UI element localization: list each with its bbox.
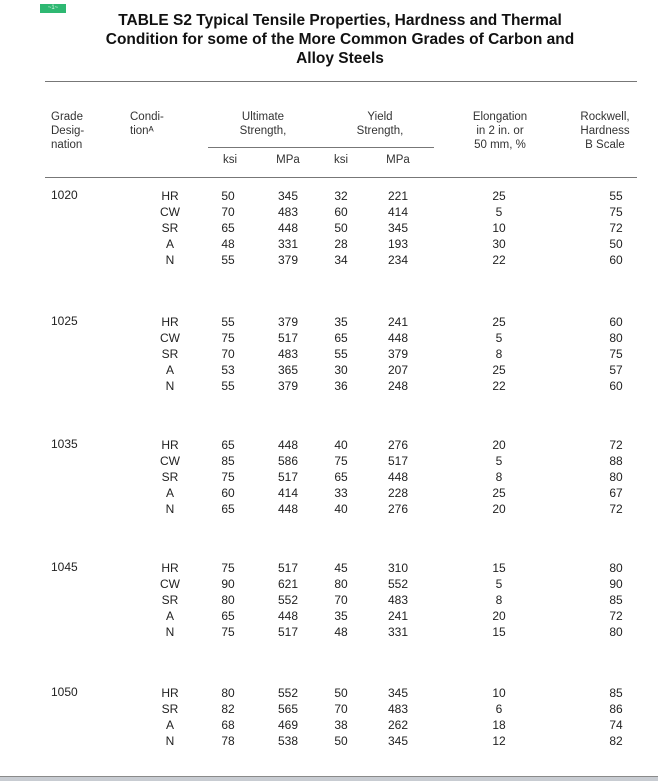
table-cell: 517 — [277, 625, 299, 639]
table-cell: 60 — [334, 205, 348, 219]
table-row — [0, 592, 658, 608]
table-cell: 55 — [221, 315, 235, 329]
table-cell: 36 — [334, 379, 348, 393]
grade-label: 1050 — [51, 685, 78, 699]
table-cell: 70 — [221, 205, 235, 219]
table-cell: 262 — [387, 718, 409, 732]
table-cell: 90 — [221, 577, 235, 591]
table-cell: SR — [161, 221, 179, 235]
table-cell: 20 — [492, 438, 506, 452]
header-line: Grade — [51, 111, 83, 123]
grade-label: 1025 — [51, 314, 78, 328]
grade-rows — [0, 685, 658, 749]
table-cell: 6 — [495, 702, 503, 716]
table-cell: 50 — [334, 221, 348, 235]
table-cell: 28 — [334, 237, 348, 251]
header-line: Desig- — [51, 125, 85, 137]
table-cell: 55 — [221, 253, 235, 267]
table-cell: 80 — [609, 331, 623, 345]
table-cell: 75 — [609, 347, 623, 361]
table-cell: 379 — [387, 347, 409, 361]
table-cell: A — [165, 486, 174, 500]
table-cell: 75 — [221, 625, 235, 639]
table-row — [0, 485, 658, 501]
table-cell: 469 — [277, 718, 299, 732]
table-cell: 74 — [609, 718, 623, 732]
table-cell: 72 — [609, 609, 623, 623]
table-cell: 65 — [221, 502, 235, 516]
table-row — [0, 624, 658, 640]
table-cell: 82 — [221, 702, 235, 716]
table-cell: 448 — [387, 470, 409, 484]
table-cell: 75 — [334, 454, 348, 468]
grade-rows — [0, 188, 658, 268]
table-cell: 20 — [492, 609, 506, 623]
table-cell: 88 — [609, 454, 623, 468]
table-cell: 57 — [609, 363, 623, 377]
header-grade — [51, 110, 84, 152]
table-cell: 8 — [495, 593, 503, 607]
table-cell: 65 — [221, 438, 235, 452]
table-cell: 10 — [492, 221, 506, 235]
table-cell: 90 — [609, 577, 623, 591]
table-cell: 10 — [492, 686, 506, 700]
header-line: Elongation — [472, 111, 528, 123]
header-line: in 2 in. or — [476, 125, 524, 137]
table-cell: 70 — [334, 593, 348, 607]
table-cell: 22 — [492, 379, 506, 393]
unit-yield-ksi: ksi — [333, 154, 349, 166]
table-cell: SR — [161, 702, 179, 716]
table-cell: 483 — [277, 205, 299, 219]
table-cell: 483 — [277, 347, 299, 361]
table-cell: 517 — [277, 470, 299, 484]
table-cell: 80 — [609, 470, 623, 484]
table-cell: 75 — [221, 331, 235, 345]
table-top-rule — [45, 81, 637, 82]
header-bottom-rule — [45, 177, 637, 178]
table-row — [0, 685, 658, 701]
unit-yield-mpa: MPa — [386, 154, 410, 166]
table-cell: 5 — [495, 205, 503, 219]
table-cell: SR — [161, 470, 179, 484]
table-cell: 414 — [277, 486, 299, 500]
table-cell: 8 — [495, 470, 503, 484]
table-cell: HR — [161, 315, 179, 329]
table-cell: 379 — [277, 253, 299, 267]
header-elongation — [450, 110, 550, 152]
table-cell: N — [165, 379, 175, 393]
table-cell: HR — [161, 189, 179, 203]
table-cell: N — [165, 625, 175, 639]
table-cell: 552 — [387, 577, 409, 591]
table-cell: 448 — [277, 438, 299, 452]
table-cell: 75 — [221, 561, 235, 575]
table-row — [0, 560, 658, 576]
table-cell: 241 — [387, 315, 409, 329]
table-cell: 25 — [492, 315, 506, 329]
table-cell: 221 — [387, 189, 409, 203]
table-cell: 310 — [387, 561, 409, 575]
table-cell: 65 — [334, 470, 348, 484]
table-cell: 80 — [221, 686, 235, 700]
table-cell: A — [165, 363, 174, 377]
table-cell: HR — [161, 686, 179, 700]
table-cell: N — [165, 253, 175, 267]
table-cell: 30 — [334, 363, 348, 377]
table-cell: 448 — [277, 502, 299, 516]
table-cell: 565 — [277, 702, 299, 716]
grade-label: 1020 — [51, 188, 78, 202]
grade-label: 1045 — [51, 560, 78, 574]
table-cell: 5 — [495, 577, 503, 591]
table-row — [0, 576, 658, 592]
table-row — [0, 469, 658, 485]
table-cell: 65 — [334, 331, 348, 345]
table-row — [0, 362, 658, 378]
table-title-line-2: Condition for some of the More Common Grades of Carbon and — [105, 31, 575, 48]
table-cell: 25 — [492, 363, 506, 377]
table-cell: A — [165, 718, 174, 732]
table-cell: 35 — [334, 609, 348, 623]
table-row — [0, 378, 658, 394]
table-row — [0, 701, 658, 717]
table-cell: 345 — [387, 734, 409, 748]
table-cell: CW — [160, 331, 180, 345]
table-cell: 55 — [609, 189, 623, 203]
table-cell: 8 — [495, 347, 503, 361]
table-cell: 72 — [609, 438, 623, 452]
table-cell: 15 — [492, 561, 506, 575]
table-cell: N — [165, 502, 175, 516]
table-row — [0, 204, 658, 220]
table-cell: 33 — [334, 486, 348, 500]
table-cell: 65 — [221, 609, 235, 623]
table-cell: 538 — [277, 734, 299, 748]
table-cell: 228 — [387, 486, 409, 500]
table-row — [0, 608, 658, 624]
table-cell: 5 — [495, 454, 503, 468]
table-cell: HR — [161, 438, 179, 452]
table-row — [0, 236, 658, 252]
header-line: 50 mm, % — [474, 139, 526, 151]
grade-rows — [0, 560, 658, 640]
table-cell: 60 — [609, 379, 623, 393]
table-cell: 25 — [492, 486, 506, 500]
table-cell: 331 — [277, 237, 299, 251]
table-cell: 345 — [387, 221, 409, 235]
table-cell: 78 — [221, 734, 235, 748]
table-cell: 80 — [609, 625, 623, 639]
table-title-line-1: TABLE S2 Typical Tensile Properties, Hardness and Thermal — [118, 12, 562, 29]
table-cell: 50 — [334, 734, 348, 748]
table-cell: 586 — [277, 454, 299, 468]
table-cell: 38 — [334, 718, 348, 732]
table-cell: 25 — [492, 189, 506, 203]
unit-ultimate-mpa: MPa — [276, 154, 300, 166]
table-title — [30, 11, 650, 68]
table-cell: 22 — [492, 253, 506, 267]
table-cell: 55 — [334, 347, 348, 361]
table-cell: 483 — [387, 702, 409, 716]
table-bottom-rule — [0, 776, 658, 781]
table-cell: 80 — [221, 593, 235, 607]
table-cell: 68 — [221, 718, 235, 732]
table-cell: 552 — [277, 686, 299, 700]
table-cell: 448 — [387, 331, 409, 345]
table-cell: 379 — [277, 315, 299, 329]
header-line: Strength, — [239, 125, 287, 137]
table-cell: 18 — [492, 718, 506, 732]
table-cell: 517 — [277, 331, 299, 345]
header-line: Ultimate — [241, 111, 285, 123]
table-cell: 80 — [609, 561, 623, 575]
table-row — [0, 733, 658, 749]
table-cell: 82 — [609, 734, 623, 748]
table-cell: 70 — [334, 702, 348, 716]
table-cell: 448 — [277, 221, 299, 235]
header-rockwell-hardness — [565, 110, 645, 152]
table-cell: 80 — [334, 577, 348, 591]
table-cell: 40 — [334, 502, 348, 516]
table-cell: CW — [160, 454, 180, 468]
table-cell: 552 — [277, 593, 299, 607]
table-cell: 331 — [387, 625, 409, 639]
table-row — [0, 188, 658, 204]
header-ultimate-strength — [218, 110, 308, 138]
table-cell: 48 — [221, 237, 235, 251]
table-row — [0, 453, 658, 469]
table-cell: 67 — [609, 486, 623, 500]
table-cell: N — [165, 734, 175, 748]
table-cell: 5 — [495, 331, 503, 345]
table-cell: 241 — [387, 609, 409, 623]
table-row — [0, 314, 658, 330]
grade-rows — [0, 437, 658, 517]
table-cell: 85 — [221, 454, 235, 468]
header-line: Yield — [367, 111, 393, 123]
table-cell: A — [165, 609, 174, 623]
table-cell: 379 — [277, 379, 299, 393]
table-row — [0, 346, 658, 362]
table-cell: 75 — [221, 470, 235, 484]
table-cell: 414 — [387, 205, 409, 219]
table-cell: 207 — [387, 363, 409, 377]
header-line: Rockwell, — [580, 111, 630, 123]
table-cell: 70 — [221, 347, 235, 361]
strength-units-rule — [208, 147, 434, 148]
table-cell: 276 — [387, 438, 409, 452]
table-cell: 60 — [609, 315, 623, 329]
header-line: Hardness — [580, 125, 630, 137]
table-cell: 50 — [221, 189, 235, 203]
table-tag-badge: ~1~ — [40, 4, 66, 13]
table-cell: 50 — [609, 237, 623, 251]
table-cell: 12 — [492, 734, 506, 748]
table-cell: CW — [160, 577, 180, 591]
table-row — [0, 501, 658, 517]
table-cell: 53 — [221, 363, 235, 377]
header-line: Condi- — [130, 111, 164, 123]
table-cell: 30 — [492, 237, 506, 251]
table-cell: 72 — [609, 502, 623, 516]
table-cell: 483 — [387, 593, 409, 607]
table-cell: CW — [160, 205, 180, 219]
table-cell: 40 — [334, 438, 348, 452]
table-row — [0, 717, 658, 733]
table-cell: 60 — [221, 486, 235, 500]
table-row — [0, 220, 658, 236]
table-row — [0, 437, 658, 453]
table-cell: 15 — [492, 625, 506, 639]
table-cell: 75 — [609, 205, 623, 219]
table-cell: HR — [161, 561, 179, 575]
table-cell: A — [165, 237, 174, 251]
table-cell: 20 — [492, 502, 506, 516]
table-cell: 248 — [387, 379, 409, 393]
table-row — [0, 252, 658, 268]
header-line: tionᴬ — [130, 125, 154, 137]
header-line: Strength, — [356, 125, 404, 137]
table-title-line-3: Alloy Steels — [296, 50, 384, 67]
unit-ultimate-ksi: ksi — [222, 154, 238, 166]
table-cell: 45 — [334, 561, 348, 575]
table-cell: 86 — [609, 702, 623, 716]
table-cell: 517 — [277, 561, 299, 575]
table-cell: 55 — [221, 379, 235, 393]
table-cell: 85 — [609, 593, 623, 607]
table-cell: 345 — [387, 686, 409, 700]
table-cell: 50 — [334, 686, 348, 700]
table-cell: 621 — [277, 577, 299, 591]
table-cell: 60 — [609, 253, 623, 267]
header-line: B Scale — [585, 139, 625, 151]
table-cell: 72 — [609, 221, 623, 235]
table-cell: 65 — [221, 221, 235, 235]
table-cell: 32 — [334, 189, 348, 203]
header-line: nation — [51, 139, 83, 151]
table-cell: 345 — [277, 189, 299, 203]
table-cell: 34 — [334, 253, 348, 267]
table-cell: 365 — [277, 363, 299, 377]
header-condition — [130, 110, 164, 138]
table-cell: 193 — [387, 237, 409, 251]
table-cell: SR — [161, 347, 179, 361]
table-cell: SR — [161, 593, 179, 607]
table-cell: 85 — [609, 686, 623, 700]
table-cell: 448 — [277, 609, 299, 623]
table-cell: 276 — [387, 502, 409, 516]
table-cell: 35 — [334, 315, 348, 329]
table-row — [0, 330, 658, 346]
table-cell: 517 — [387, 454, 409, 468]
table-cell: 234 — [387, 253, 409, 267]
table-cell: 48 — [334, 625, 348, 639]
grade-label: 1035 — [51, 437, 78, 451]
header-yield-strength — [340, 110, 420, 138]
grade-rows — [0, 314, 658, 394]
